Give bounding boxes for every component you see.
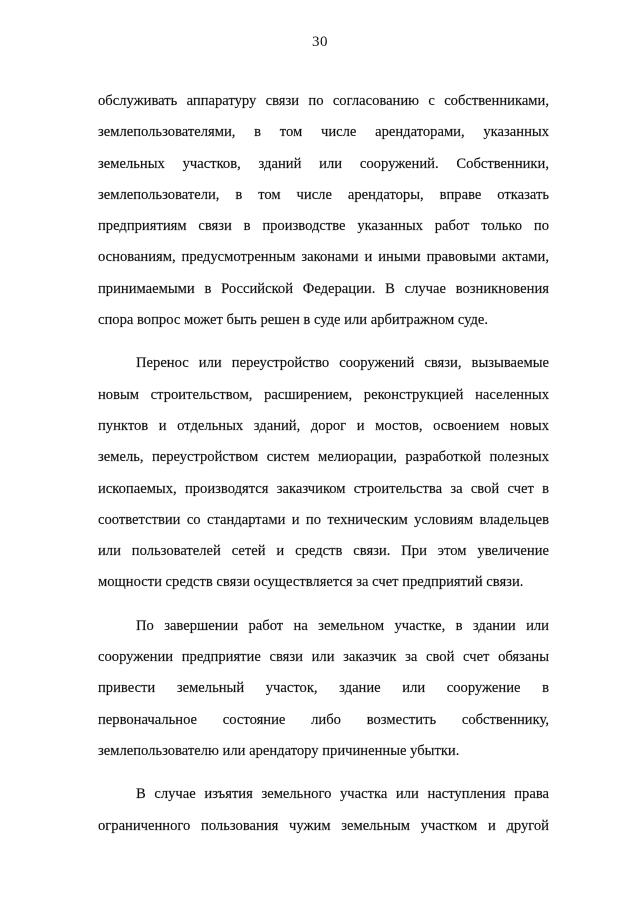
text-line: По завершении работ на земельном участке, в здании или (136, 617, 549, 634)
text-line: спора вопрос может быть решен в суде или арбитражном суде. (98, 312, 489, 329)
paragraph-1 (98, 86, 549, 336)
paragraph-2 (98, 348, 549, 598)
text-line: земельных участков, зданий или сооружений. Собственники, (98, 155, 549, 172)
text-line: соответствии со стандартами и по техническим условиям владельцев (98, 511, 549, 528)
text-line: первоначальное состояние либо возместить собственнику, (98, 711, 549, 728)
text-line: земель, переустройством систем мелиорации, разработкой полезных (98, 449, 549, 466)
text-line: или пользователей сетей и средств связи. При этом увеличение (98, 543, 549, 560)
text-line: В случае изъятия земельного участка или наступления права (136, 786, 549, 803)
text-line: ископаемых, производятся заказчиком строительства за свой счет в (98, 480, 549, 497)
paragraph-gap (98, 336, 549, 348)
paragraph-gap (98, 767, 549, 779)
page-number: 30 (312, 34, 328, 50)
paragraph-gap (98, 599, 549, 611)
text-line: землепользователю или арендатору причиненные убытки. (98, 742, 460, 759)
paragraph-4 (98, 779, 549, 842)
text-line: основаниям, предусмотренным законами и иными правовыми актами, (98, 249, 549, 266)
text-line: Перенос или переустройство сооружений связи, вызываемые (136, 355, 549, 372)
text-line: принимаемыми в Российской Федерации. В случае возникновения (98, 280, 549, 297)
text-line: привести земельный участок, здание или сооружение в (98, 680, 549, 697)
text-line: новым строительством, расширением, реконструкцией населенных (98, 386, 549, 403)
document-body (98, 86, 549, 842)
text-line: пунктов и отдельных зданий, дорог и мостов, освоением новых (98, 417, 549, 434)
paragraph-3 (98, 611, 549, 767)
text-line: ограниченного пользования чужим земельным участком и другой (98, 817, 549, 834)
text-line: обслуживать аппаратуру связи по согласованию с собственниками, (98, 93, 549, 109)
text-line: землепользователями, в том числе арендаторами, указанных (98, 124, 549, 141)
text-line: землепользователи, в том числе арендаторы, вправе отказать (98, 186, 549, 203)
text-line: сооружении предприятие связи или заказчик за свой счет обязаны (98, 649, 549, 666)
text-line: мощности средств связи осуществляется за счет предприятий связи. (98, 574, 524, 591)
text-line: предприятиям связи в производстве указанных работ только по (98, 218, 549, 235)
